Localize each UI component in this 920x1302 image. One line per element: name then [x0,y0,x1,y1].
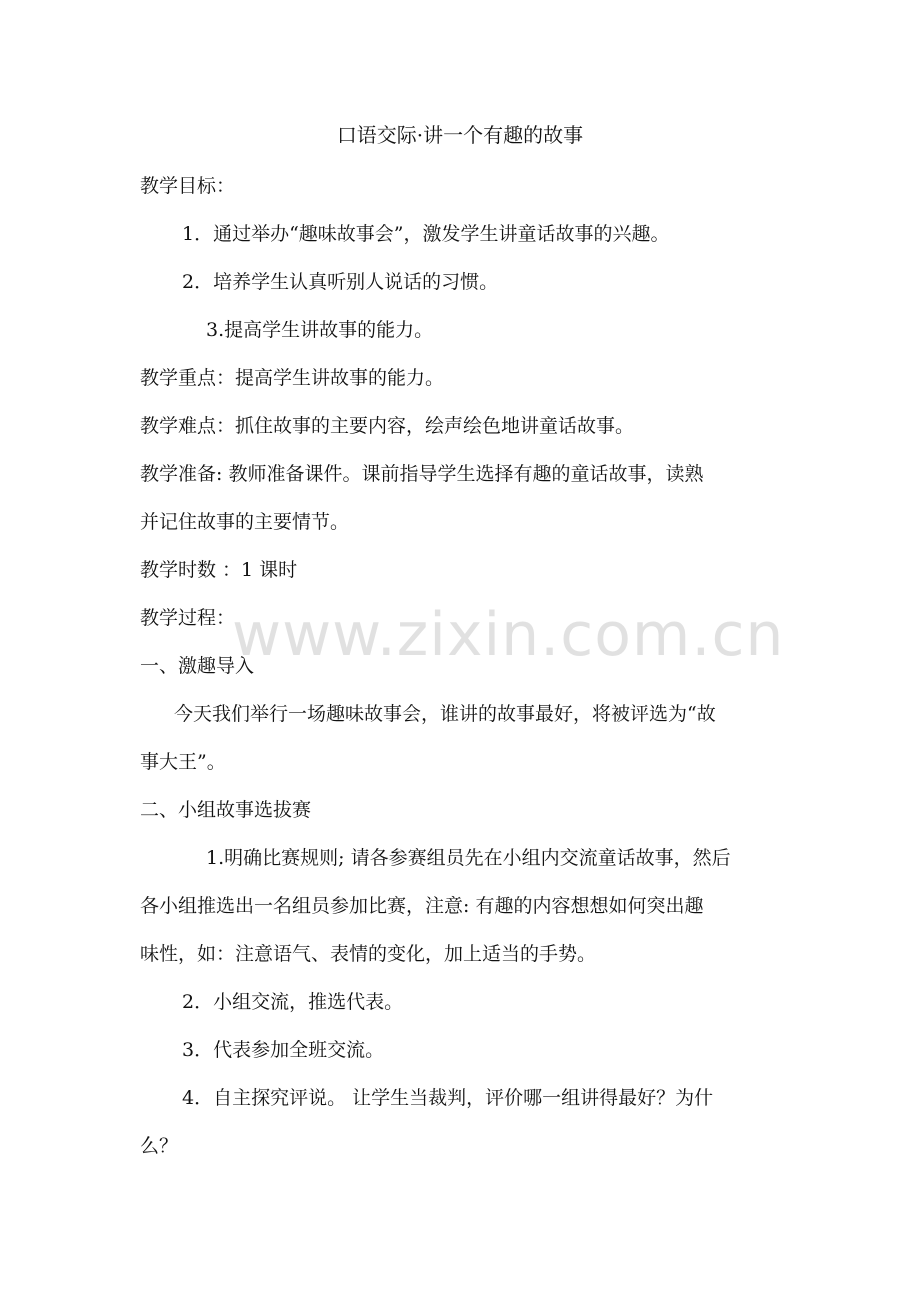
document-title: 口语交际·讲一个有趣的故事 [336,123,584,147]
section-2-heading: 二、小组故事选拔赛 [140,799,312,821]
preparation-line-1: 教学准备: 教师准备课件。课前指导学生选择有趣的童话故事，读熟 [140,463,704,485]
step-4-line-1: 4．自主探究评说。 让学生当裁判，评价哪一组讲得最好？为什 [182,1087,714,1109]
step-4-line-2: 么？ [140,1135,179,1157]
teaching-hours: 教学时数 ：1 课时 [140,559,298,581]
goal-item-2: 2．培养学生认真听别人说话的习惯。 [182,271,499,293]
section-1-paragraph-line-2: 事大王”。 [140,751,226,773]
section-1-heading: 一、激趣导入 [140,655,255,677]
step-1-line-1: 1.明确比赛规则; 请各参赛组员先在小组内交流童话故事，然后 [206,847,731,869]
goals-heading: 教学目标： [140,175,236,197]
preparation-line-2: 并记住故事的主要情节。 [140,511,350,533]
step-1-line-2: 各小组推选出一名组员参加比赛，注意: 有趣的内容想想如何突出趣 [140,895,704,917]
step-1-line-3: 味性，如：注意语气、表情的变化，加上适当的手势。 [140,943,597,965]
goal-item-3: 3.提高学生讲故事的能力。 [206,319,434,341]
step-2: 2．小组交流，推选代表。 [182,991,404,1013]
difficulty: 教学难点：抓住故事的主要内容，绘声绘色地讲童话故事。 [140,415,635,437]
key-point: 教学重点：提高学生讲故事的能力。 [140,367,445,389]
section-1-paragraph-line-1: 今天我们举行一场趣味故事会，谁讲的故事最好，将被评选为“故 [174,703,716,725]
step-3: 3．代表参加全班交流。 [182,1039,385,1061]
goal-item-1: 1．通过举办“趣味故事会”，激发学生讲童话故事的兴趣。 [182,223,670,245]
process-heading: 教学过程： [140,607,236,629]
watermark: www.zixin.com.cn [232,600,785,670]
